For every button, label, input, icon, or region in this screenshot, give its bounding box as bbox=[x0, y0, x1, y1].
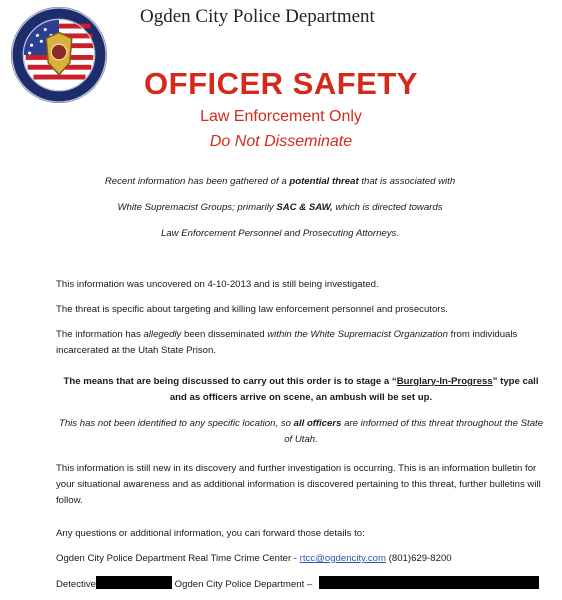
paragraph-ambush-means: The means that are being discussed to carry out this order is to stage a “Burglary-In-Progress” type call and as officers arrive on scene, an ambush will be set up. bbox=[63, 376, 539, 403]
group-names-text: SAC & SAW, bbox=[276, 202, 333, 213]
intro-line-3: Law Enforcement Personnel and Prosecuting Attorneys. bbox=[160, 228, 400, 239]
redacted-contact-bar bbox=[319, 576, 539, 589]
paragraph-disseminated: The information has allegedly been disseminated within the White Supremacist Organization from individuals incarcerated at the Utah State Prison. bbox=[56, 329, 518, 356]
burglary-in-progress-text: Burglary-In-Progress bbox=[396, 376, 493, 387]
do-not-disseminate-heading: Do Not Disseminate bbox=[209, 133, 353, 150]
intro-line-2: White Supremacist Groups; primarily SAC & SAW, which is directed towards bbox=[117, 202, 443, 213]
paragraph-uncovered-date: This information was uncovered on 4-10-2013 and is still being investigated. bbox=[56, 279, 379, 290]
paragraph-location: This has not been identified to any specific location, so all officers are informed of this threat throughout the State of Utah. bbox=[58, 418, 544, 445]
intro-line-1: Recent information has been gathered of a potential threat that is associated with bbox=[104, 176, 456, 187]
contact-line: Ogden City Police Department Real Time Crime Center - rtcc@ogdencity.com (801)629-8200 bbox=[56, 553, 452, 564]
potential-threat-text: potential threat bbox=[289, 176, 359, 187]
law-enforcement-only-heading: Law Enforcement Only bbox=[200, 108, 362, 125]
officer-safety-heading: OFFICER SAFETY bbox=[144, 66, 418, 101]
rtcc-email-link[interactable]: rtcc@ogdencity.com bbox=[299, 553, 387, 564]
contact-phone: (801)629-8200 bbox=[386, 553, 452, 564]
department-title: Ogden City Police Department bbox=[140, 6, 375, 27]
paragraph-bulletin: This information is still new in its discovery and further investigation is occurring. This is an information bulletin for your situational awareness and as additional information is discovered pertaining to this threat, further bulletins will follow. bbox=[56, 463, 541, 506]
detective-line: Detective Ogden City Police Department – bbox=[56, 576, 546, 593]
paragraph-threat-specific: The threat is specific about targeting and killing law enforcement personnel and prosecutors. bbox=[56, 304, 448, 315]
redacted-name-bar bbox=[96, 576, 172, 589]
paragraph-questions: Any questions or additional information, you can forward those details to: bbox=[56, 528, 365, 539]
